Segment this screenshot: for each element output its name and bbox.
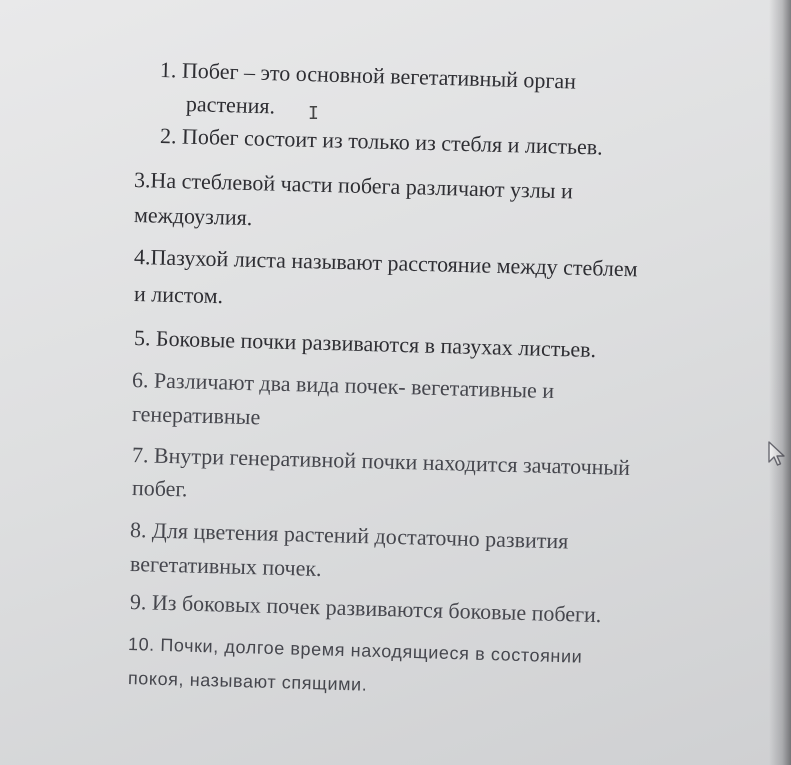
statement-6-line-2: генеративные [131,401,261,430]
i-beam-cursor-icon: I [308,103,319,124]
statement-8-line-1: 8. Для цветения растений достаточно развития [129,517,569,554]
statement-6-line-1: 6. Различают два вида почек- вегетативные и [131,367,555,404]
statement-7-line-2: побег. [131,475,188,502]
monitor-edge-shadow [769,0,791,765]
statement-3-line-2: междоузлия. [133,202,253,231]
statement-2: 2. Побег состоит из только из стебля и листьев. [159,123,604,160]
statement-4-line-1: 4.Пазухой листа называют расстояние между стеблем [133,244,638,282]
statement-5: 5. Боковые почки развиваются в пазухах листьев. [133,325,597,363]
statement-3-line-1: 3.На стеблевой части побега различают узлы и [133,167,574,204]
statement-8-line-2: вегетативных почек. [129,551,322,582]
statement-1-line-2: растения. [185,91,276,119]
statement-9: 9. Из боковых почек развиваются боковые побеги. [129,589,602,628]
statement-10-line-1: 10. Почки, долгое время находящиеся в состоянии [127,634,583,667]
statement-10-line-2: покоя, называют спящими. [127,668,368,695]
statement-4-line-2: и листом. [133,281,224,309]
statement-7-line-1: 7. Внутри генеративной почки находится зачаточный [131,442,631,481]
statement-1-line-1: 1. Побег – это основной вегетативный орган [159,57,577,94]
